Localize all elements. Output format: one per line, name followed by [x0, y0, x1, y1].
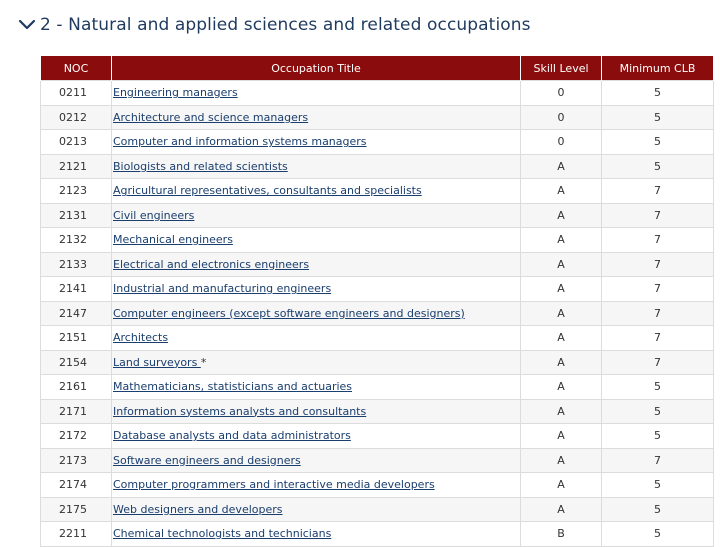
- minimum-clb-cell: 7: [602, 350, 714, 375]
- occupation-title-cell: [112, 375, 521, 400]
- skill-level-cell: A: [521, 448, 602, 473]
- occupation-link[interactable]: Computer engineers (except software engineers and designers): [113, 306, 465, 320]
- occupation-link[interactable]: Architects: [113, 331, 169, 345]
- chevron-down-icon[interactable]: [18, 16, 36, 34]
- noc-cell: 2173: [41, 448, 112, 473]
- noc-cell: 2151: [41, 326, 112, 351]
- occupation-title-cell: [112, 252, 521, 277]
- table-row: [41, 473, 714, 498]
- table-row: [41, 81, 714, 106]
- table-row: [41, 326, 714, 351]
- occupation-title-cell: [112, 350, 521, 375]
- noc-cell: 2131: [41, 203, 112, 228]
- occupation-link[interactable]: Software engineers and designers: [113, 453, 301, 467]
- noc-cell: 2154: [41, 350, 112, 375]
- table-row: [41, 448, 714, 473]
- minimum-clb-cell: 5: [602, 81, 714, 106]
- occupation-title-cell: [112, 399, 521, 424]
- occupation-title-cell: [112, 179, 521, 204]
- section-header[interactable]: [18, 12, 531, 38]
- table-row: [41, 399, 714, 424]
- table-row: [41, 522, 714, 547]
- noc-cell: 0213: [41, 130, 112, 155]
- skill-level-cell: A: [521, 326, 602, 351]
- occupation-link[interactable]: Biologists and related scientists: [113, 159, 288, 173]
- table-row: [41, 130, 714, 155]
- noc-cell: 2174: [41, 473, 112, 498]
- header-occupation-title: Occupation Title: [112, 56, 521, 81]
- occupation-link[interactable]: Chemical technologists and technicians: [113, 527, 332, 541]
- minimum-clb-cell: 7: [602, 203, 714, 228]
- occupation-link[interactable]: Information systems analysts and consultants: [113, 404, 367, 418]
- occupation-title-cell: [112, 203, 521, 228]
- table-row: [41, 179, 714, 204]
- table-header-row: [41, 56, 714, 81]
- minimum-clb-cell: 5: [602, 497, 714, 522]
- occupation-link[interactable]: Architecture and science managers: [113, 110, 309, 124]
- occupation-title-cell: [112, 130, 521, 155]
- minimum-clb-cell: 7: [602, 252, 714, 277]
- skill-level-cell: 0: [521, 130, 602, 155]
- occupation-title-cell: [112, 473, 521, 498]
- occupation-table: [40, 56, 714, 547]
- header-noc: NOC: [41, 56, 112, 81]
- noc-cell: 2211: [41, 522, 112, 547]
- minimum-clb-cell: 7: [602, 277, 714, 302]
- occupation-link[interactable]: Electrical and electronics engineers: [113, 257, 310, 271]
- skill-level-cell: A: [521, 252, 602, 277]
- noc-cell: 2147: [41, 301, 112, 326]
- skill-level-cell: 0: [521, 81, 602, 106]
- table-row: [41, 203, 714, 228]
- occupation-title-cell: [112, 228, 521, 253]
- occupation-link[interactable]: Database analysts and data administrators: [113, 429, 351, 443]
- noc-cell: 2175: [41, 497, 112, 522]
- occupation-title-cell: [112, 326, 521, 351]
- table-row: [41, 301, 714, 326]
- occupation-title-cell: [112, 522, 521, 547]
- occupation-title-cell: [112, 424, 521, 449]
- skill-level-cell: A: [521, 228, 602, 253]
- minimum-clb-cell: 5: [602, 130, 714, 155]
- noc-cell: 2132: [41, 228, 112, 253]
- noc-cell: 2121: [41, 154, 112, 179]
- header-minimum-clb: Minimum CLB: [602, 56, 714, 81]
- occupation-link[interactable]: Civil engineers: [113, 208, 195, 222]
- occupation-title-cell: [112, 448, 521, 473]
- minimum-clb-cell: 5: [602, 473, 714, 498]
- table-row: [41, 277, 714, 302]
- noc-cell: 2171: [41, 399, 112, 424]
- minimum-clb-cell: 5: [602, 105, 714, 130]
- occupation-title-cell: [112, 301, 521, 326]
- occupation-link[interactable]: Computer and information systems managers: [113, 135, 367, 149]
- occupation-link[interactable]: Web designers and developers: [113, 502, 283, 516]
- occupation-link[interactable]: Agricultural representatives, consultants and specialists: [113, 184, 422, 198]
- table-row: [41, 497, 714, 522]
- minimum-clb-cell: 7: [602, 326, 714, 351]
- minimum-clb-cell: 5: [602, 375, 714, 400]
- noc-cell: 2123: [41, 179, 112, 204]
- occupation-title-cell: [112, 277, 521, 302]
- minimum-clb-cell: 7: [602, 448, 714, 473]
- minimum-clb-cell: 5: [602, 522, 714, 547]
- table-row: [41, 424, 714, 449]
- occupation-link[interactable]: Engineering managers: [113, 86, 238, 100]
- table-row: [41, 154, 714, 179]
- table-row: [41, 228, 714, 253]
- table-row: [41, 252, 714, 277]
- skill-level-cell: 0: [521, 105, 602, 130]
- skill-level-cell: A: [521, 179, 602, 204]
- table-row: [41, 105, 714, 130]
- minimum-clb-cell: 5: [602, 154, 714, 179]
- noc-cell: 2172: [41, 424, 112, 449]
- occupation-title-cell: [112, 105, 521, 130]
- minimum-clb-cell: 7: [602, 301, 714, 326]
- minimum-clb-cell: 7: [602, 179, 714, 204]
- skill-level-cell: A: [521, 301, 602, 326]
- skill-level-cell: A: [521, 399, 602, 424]
- skill-level-cell: A: [521, 277, 602, 302]
- skill-level-cell: A: [521, 375, 602, 400]
- skill-level-cell: A: [521, 203, 602, 228]
- noc-cell: 2133: [41, 252, 112, 277]
- occupation-title-cell: [112, 497, 521, 522]
- occupation-link[interactable]: Mechanical engineers: [113, 233, 233, 247]
- table-row: [41, 375, 714, 400]
- occupation-link[interactable]: Land surveyors: [113, 355, 201, 369]
- minimum-clb-cell: 7: [602, 228, 714, 253]
- occupation-link[interactable]: Computer programmers and interactive media developers: [113, 478, 435, 492]
- header-skill-level: Skill Level: [521, 56, 602, 81]
- minimum-clb-cell: 5: [602, 424, 714, 449]
- occupation-link[interactable]: Industrial and manufacturing engineers: [113, 282, 332, 296]
- footnote-marker: *: [200, 355, 207, 369]
- noc-cell: 0212: [41, 105, 112, 130]
- skill-level-cell: A: [521, 473, 602, 498]
- skill-level-cell: A: [521, 424, 602, 449]
- table-row: [41, 350, 714, 375]
- occupation-title-cell: [112, 81, 521, 106]
- section-title: 2 - Natural and applied sciences and related occupations: [40, 15, 531, 35]
- skill-level-cell: A: [521, 350, 602, 375]
- noc-cell: 0211: [41, 81, 112, 106]
- skill-level-cell: A: [521, 497, 602, 522]
- occupation-title-cell: [112, 154, 521, 179]
- occupation-link[interactable]: Mathematicians, statisticians and actuaries: [113, 380, 353, 394]
- minimum-clb-cell: 5: [602, 399, 714, 424]
- skill-level-cell: B: [521, 522, 602, 547]
- noc-cell: 2141: [41, 277, 112, 302]
- noc-cell: 2161: [41, 375, 112, 400]
- skill-level-cell: A: [521, 154, 602, 179]
